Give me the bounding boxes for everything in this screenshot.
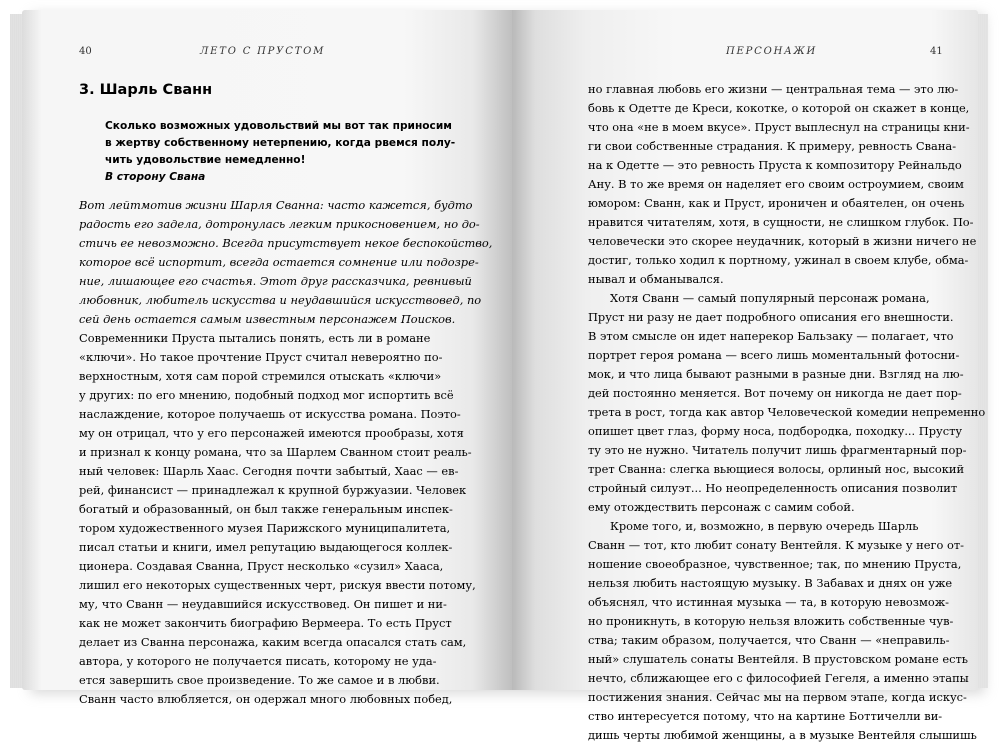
body-line: рей, финансист — принадлежал к крупной буржуазии. Человек xyxy=(79,483,467,497)
body-line: Пруст ни разу не дает подробного описания его внешности. xyxy=(588,310,954,324)
body-line: Сванн — тот, кто любит сонату Вентейля. К музыке у него от- xyxy=(588,538,964,552)
intro-line: стичь ее невозможно. Всегда присутствует некое беспокойство, xyxy=(79,236,493,250)
body-line: юмором: Сванн, как и Пруст, ироничен и обаятелен, он очень xyxy=(588,196,965,210)
intro-line: радость его задела, дотронулась легким прикосновением, но до- xyxy=(79,217,480,231)
epigraph-line: Сколько возможных удовольствий мы вот так приносим xyxy=(105,120,452,132)
body-line: В этом смысле он идет наперекор Бальзаку — полагает, что xyxy=(588,329,954,343)
body-line: дишь черты любимой женщины, а в музыке Вентейля слышишь xyxy=(588,728,977,742)
body-line: ношение своеобразное, чувственное; так, по мнению Пруста, xyxy=(588,557,962,571)
body-line: объяснял, что истинная музыка — та, в которую невозмож- xyxy=(588,595,950,609)
body-line: ги свои собственные страдания. К примеру, ревность Свана- xyxy=(588,139,957,153)
body-line: что она «не в моем вкусе». Пруст выплеснул на страницы кни- xyxy=(588,120,970,134)
body-line: ства; таким образом, получается, что Сванн — «неправиль- xyxy=(588,633,950,647)
body-line: Хотя Сванн — самый популярный персонаж романа, xyxy=(610,291,930,305)
body-line: мок, и что лица бывают разными в разные дни. Взгляд на лю- xyxy=(588,367,964,381)
body-line: и признал к концу романа, что за Шарлем Сванном стоит реаль- xyxy=(79,445,472,459)
body-line: портрет героя романа — всего лишь моментальный фотосни- xyxy=(588,348,960,362)
body-line: писал статьи и книги, имел репутацию выдающегося коллек- xyxy=(79,540,453,554)
body-line: достиг, только ходил к портному, ужинал в своем клубе, обма- xyxy=(588,253,969,267)
intro-paragraph xyxy=(79,196,492,329)
body-line: богатый и образованный, он был также генеральным инспек- xyxy=(79,502,453,516)
epigraph-line: чить удовольствие немедленно! xyxy=(105,154,306,166)
body-line: ется завершить свое произведение. То же самое и в любви. xyxy=(79,673,440,687)
body-line: делает из Сванна персонажа, каким всегда опасался стать сам, xyxy=(79,635,467,649)
intro-line: сей день остается самым известным персонажем Поисков. xyxy=(79,312,456,326)
epigraph xyxy=(105,118,456,186)
body-line: трет Сванна: слегка вьющиеся волосы, орлиный нос, высокий xyxy=(588,462,965,476)
intro-line: любовник, любитель искусства и неудавшийся искусствовед, по xyxy=(79,293,482,307)
body-line: опишет цвет глаз, форму носа, подбородка, походку... Прусту xyxy=(588,424,963,438)
body-line: автора, у которого не получается писать, которому не уда- xyxy=(79,654,437,668)
body-line: Современники Пруста пытались понять, есть ли в романе xyxy=(79,331,431,345)
body-line: трета в рост, тогда как автор Человеческой комедии непременно xyxy=(588,405,986,419)
body-line: нывал и обманывался. xyxy=(588,272,724,286)
body-line: ный» слушатель сонаты Вентейля. В прустовском романе есть xyxy=(588,652,968,666)
body-line: постижения знания. Сейчас мы на первом этапе, когда искус- xyxy=(588,690,967,704)
body-line: но проникнуть, в которую нельзя вложить собственные чув- xyxy=(588,614,954,628)
body-line: у других: по его мнению, подобный подход мог испортить всё xyxy=(79,388,454,402)
body-line: му он отрицал, что у его персонажей имеются прообразы, хотя xyxy=(79,426,464,440)
body-line: нечто, сближающее его с философией Гегеля, а именно этапы xyxy=(588,671,969,685)
body-line: Сванн часто влюбляется, он одержал много любовных побед, xyxy=(79,692,453,706)
body-line: стройный силуэт... Но неопределенность описания позволит xyxy=(588,481,958,495)
left-running-head: ЛЕТО С ПРУСТОМ xyxy=(200,46,326,57)
body-line: ему отождествить персонаж с самим собой. xyxy=(588,500,855,514)
right-page-number: 41 xyxy=(930,46,943,57)
body-line: Ану. В то же время он наделяет его своим остроумием, своим xyxy=(588,177,964,191)
body-line: му, что Сванн — неудавшийся искусствовед. Он пишет и ни- xyxy=(79,597,447,611)
body-line: Кроме того, и, возможно, в первую очередь Шарль xyxy=(610,519,919,533)
body-line: «ключи». Но такое прочтение Пруст считал невероятно по- xyxy=(79,350,443,364)
body-line: ство интересуется потому, что на картине Боттичелли ви- xyxy=(588,709,943,723)
body-line: нравится читателям, хотя, в сущности, не слишком глубок. По- xyxy=(588,215,974,229)
body-line: на к Одетте — это ревность Пруста к композитору Рейнальдо xyxy=(588,158,962,172)
left-body-text xyxy=(79,329,476,709)
intro-line: которое всё испортит, всегда остается сомнение или подозре- xyxy=(79,255,479,269)
body-line: дей постоянно меняется. Вот почему он никогда не дает пор- xyxy=(588,386,962,400)
body-line: ту это не нужно. Читатель получит лишь фрагментарный пор- xyxy=(588,443,967,457)
body-line: тором художественного музея Парижского муниципалитета, xyxy=(79,521,451,535)
intro-line: ние, лишающее его счастья. Этот друг рассказчика, ревнивый xyxy=(79,274,472,288)
body-line: человечески это скорее неудачник, который в жизни ничего не xyxy=(588,234,977,248)
body-line: верхностным, хотя сам порой стремился отыскать «ключи» xyxy=(79,369,442,383)
intro-line: Вот лейтмотив жизни Шарля Сванна: часто кажется, будто xyxy=(79,198,473,212)
body-line: бовь к Одетте де Креси, кокотке, о которой он скажет в конце, xyxy=(588,101,970,115)
body-line: наслаждение, которое получаешь от искусства романа. Поэто- xyxy=(79,407,461,421)
body-line: нельзя любить настоящую музыку. В Забавах и днях он уже xyxy=(588,576,953,590)
body-line: как не может закончить биографию Вермеера. То есть Пруст xyxy=(79,616,452,630)
chapter-heading: 3. Шарль Сванн xyxy=(79,82,213,98)
body-line: лишил его некоторых существенных черт, рискуя ввести потому, xyxy=(79,578,476,592)
right-body-text xyxy=(588,80,985,745)
epigraph-source: В сторону Свана xyxy=(105,171,206,183)
body-line: ционера. Создавая Сванна, Пруст несколько «сузил» Хааса, xyxy=(79,559,444,573)
left-page-number: 40 xyxy=(79,46,92,57)
epigraph-line: в жертву собственному нетерпению, когда рвемся полу- xyxy=(105,137,456,149)
right-running-head: ПЕРСОНАЖИ xyxy=(726,46,818,57)
body-line: но главная любовь его жизни — центральная тема — это лю- xyxy=(588,82,959,96)
body-line: ный человек: Шарль Хаас. Сегодня почти забытый, Хаас — ев- xyxy=(79,464,459,478)
